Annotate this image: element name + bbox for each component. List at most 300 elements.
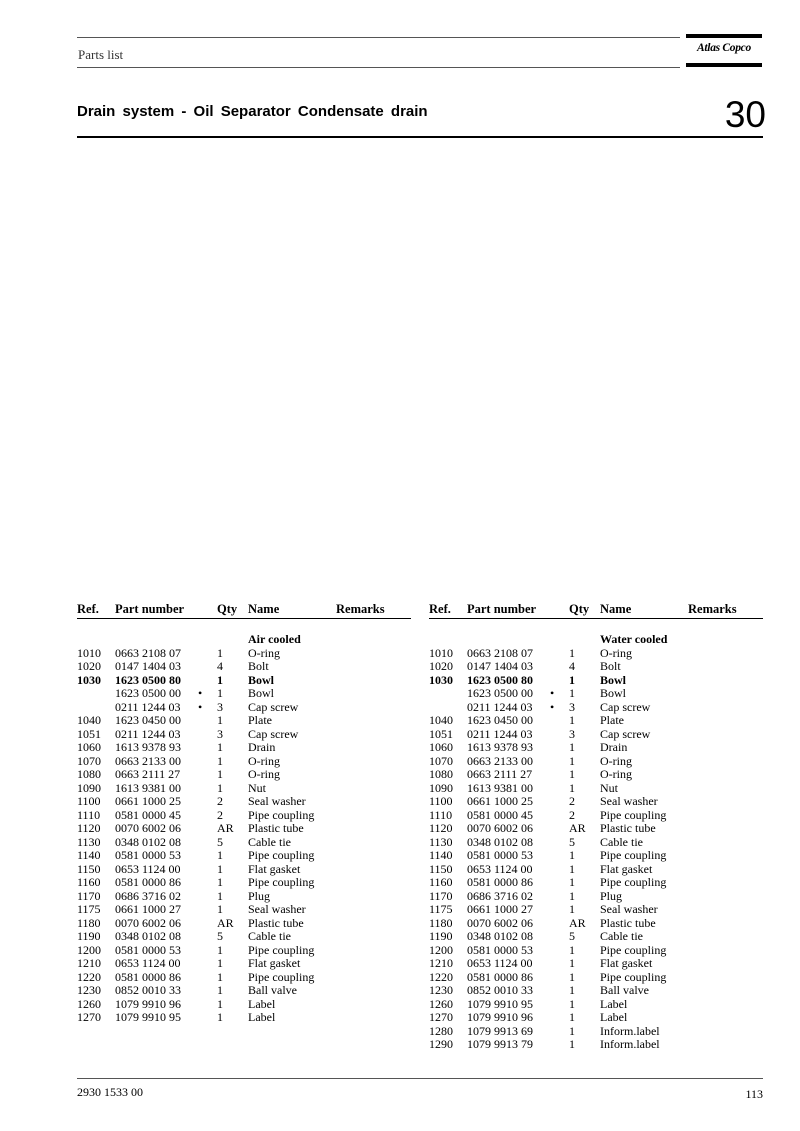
row-part-number: 0581 0000 45 <box>115 807 181 822</box>
row-ref: 1290 <box>429 1037 453 1051</box>
row-part-number: 0581 0000 45 <box>467 807 533 822</box>
row-ref: 1190 <box>77 929 101 943</box>
row-part-number: 0070 6002 06 <box>467 915 533 930</box>
row-qty: 1 <box>217 645 223 660</box>
row-qty: 1 <box>569 1010 575 1024</box>
table-header <box>77 602 411 618</box>
row-ref: 1170 <box>429 888 453 903</box>
row-qty: 4 <box>217 659 223 673</box>
row-part-number: 1079 9913 79 <box>467 1037 533 1051</box>
row-qty: 1 <box>217 1010 223 1024</box>
row-qty: 1 <box>569 983 575 997</box>
row-name: Plastic tube <box>248 821 304 835</box>
row-ref: 1175 <box>77 902 101 916</box>
row-ref: 1090 <box>429 780 453 795</box>
table-row <box>77 686 411 700</box>
row-name: Label <box>600 996 628 1011</box>
row-part-number: 0686 3716 02 <box>115 888 181 903</box>
table-row <box>77 875 411 889</box>
row-part-number: 1623 0450 00 <box>467 713 533 727</box>
row-qty: 1 <box>217 983 223 997</box>
row-ref: 1080 <box>77 767 101 781</box>
row-qty: 3 <box>217 699 223 714</box>
page-number: 113 <box>745 1087 763 1101</box>
row-ref: 1080 <box>429 767 453 781</box>
row-ref: 1210 <box>77 956 101 970</box>
row-qty: 1 <box>569 1023 575 1038</box>
row-part-number: 1613 9381 00 <box>467 780 533 795</box>
row-part-number: 1079 9910 96 <box>467 1010 533 1024</box>
table-row <box>77 997 411 1011</box>
row-ref: 1220 <box>77 969 101 984</box>
table-row <box>429 673 763 687</box>
table-row <box>429 1010 763 1024</box>
section-heading <box>429 632 763 646</box>
row-part-number: 0663 2111 27 <box>467 767 533 781</box>
row-qty: 1 <box>217 902 223 916</box>
row-name: Plate <box>248 713 272 727</box>
row-name: O-ring <box>248 767 280 781</box>
row-name: Nut <box>248 780 266 795</box>
row-part-number: 1623 0500 80 <box>467 672 533 687</box>
row-qty: 1 <box>569 996 575 1011</box>
section-heading <box>77 632 411 646</box>
table-row <box>77 929 411 943</box>
table-row <box>429 916 763 930</box>
row-part-number: 0852 0010 33 <box>115 983 181 997</box>
row-name: Inform.label <box>600 1037 660 1051</box>
row-part-number: 0852 0010 33 <box>467 983 533 997</box>
row-name: Label <box>248 1010 276 1024</box>
row-qty: 1 <box>217 753 223 768</box>
row-qty: 1 <box>569 713 575 727</box>
row-part-number: 0070 6002 06 <box>115 915 181 930</box>
row-name: Nut <box>600 780 618 795</box>
row-ref: 1090 <box>77 780 101 795</box>
row-name: Cable tie <box>600 929 643 943</box>
row-name: O-ring <box>600 753 632 768</box>
table-row <box>429 754 763 768</box>
table-row <box>429 862 763 876</box>
row-name: Bowl <box>600 686 627 700</box>
row-name: Cap screw <box>248 726 299 741</box>
row-ref: 1200 <box>429 942 453 957</box>
row-name: Seal washer <box>248 902 306 916</box>
row-name: Ball valve <box>600 983 649 997</box>
row-ref: 1130 <box>77 834 101 849</box>
row-name: Drain <box>600 740 628 754</box>
row-part-number: 0211 1244 03 <box>115 726 181 741</box>
row-ref: 1175 <box>429 902 453 916</box>
row-qty: 3 <box>217 726 223 741</box>
row-part-number: 1079 9910 96 <box>115 996 181 1011</box>
header-part-number: Part number <box>467 602 537 616</box>
row-ref: 1051 <box>77 726 101 741</box>
row-ref: 1230 <box>77 983 101 997</box>
row-name: Flat gasket <box>600 861 653 876</box>
row-name: O-ring <box>600 645 632 660</box>
row-qty: 1 <box>569 875 575 889</box>
row-ref: 1020 <box>77 659 101 673</box>
row-ref: 1260 <box>429 996 453 1011</box>
row-marker: • <box>198 699 203 714</box>
row-ref: 1040 <box>429 713 453 727</box>
row-part-number: 0581 0000 86 <box>115 875 181 889</box>
row-name: Plug <box>248 888 271 903</box>
row-qty: 1 <box>217 861 223 876</box>
table-row <box>429 929 763 943</box>
row-part-number: 0348 0102 08 <box>467 929 533 943</box>
table-row <box>77 848 411 862</box>
row-part-number: 0348 0102 08 <box>115 929 181 943</box>
row-qty: 1 <box>569 753 575 768</box>
row-ref: 1260 <box>77 996 101 1011</box>
row-qty: 1 <box>217 942 223 957</box>
row-qty: 2 <box>217 794 223 808</box>
row-qty: 3 <box>569 726 575 741</box>
document-number: 2930 1533 00 <box>77 1085 143 1099</box>
table-row <box>77 970 411 984</box>
row-part-number: 0663 2108 07 <box>115 645 181 660</box>
table-header-rule <box>429 618 763 619</box>
table-row <box>77 943 411 957</box>
table-row <box>429 794 763 808</box>
row-qty: 1 <box>217 672 223 687</box>
row-name: Plastic tube <box>600 915 656 930</box>
table-rows <box>77 646 411 1024</box>
table-header-rule <box>77 618 411 619</box>
row-name: Bolt <box>248 659 269 673</box>
row-ref: 1270 <box>77 1010 101 1024</box>
row-qty: AR <box>569 915 586 930</box>
row-ref: 1210 <box>429 956 453 970</box>
row-qty: 1 <box>569 740 575 754</box>
row-part-number: 1079 9910 95 <box>467 996 533 1011</box>
table-row <box>429 727 763 741</box>
table-row <box>429 700 763 714</box>
table-row <box>77 821 411 835</box>
row-qty: 1 <box>569 888 575 903</box>
row-name: Pipe coupling <box>600 875 667 889</box>
row-qty: 1 <box>569 1037 575 1051</box>
row-ref: 1230 <box>429 983 453 997</box>
title-rule <box>77 136 763 138</box>
header-qty: Qty <box>217 602 238 616</box>
row-qty: 1 <box>217 969 223 984</box>
row-part-number: 0581 0000 53 <box>115 942 181 957</box>
header-remarks: Remarks <box>688 602 737 616</box>
row-name: O-ring <box>248 753 280 768</box>
row-ref: 1051 <box>429 726 453 741</box>
table-row <box>77 1010 411 1024</box>
row-qty: 1 <box>217 875 223 889</box>
row-part-number: 0661 1000 25 <box>467 794 533 808</box>
row-ref: 1170 <box>77 888 101 903</box>
row-ref: 1040 <box>77 713 101 727</box>
row-ref: 1110 <box>429 807 453 822</box>
row-ref: 1100 <box>429 794 453 808</box>
table-row <box>429 835 763 849</box>
row-part-number: 0348 0102 08 <box>115 834 181 849</box>
row-part-number: 0581 0000 86 <box>115 969 181 984</box>
section-title: Air cooled <box>248 632 301 646</box>
table-row <box>429 659 763 673</box>
row-part-number: 0663 2133 00 <box>115 753 181 768</box>
row-name: Plug <box>600 888 623 903</box>
row-ref: 1070 <box>77 753 101 768</box>
row-qty: 1 <box>217 686 223 700</box>
row-part-number: 0663 2111 27 <box>115 767 181 781</box>
table-row <box>77 713 411 727</box>
table-row <box>77 916 411 930</box>
logo-bottom-bar <box>686 63 762 67</box>
row-ref: 1060 <box>77 740 101 754</box>
row-ref: 1030 <box>429 672 453 687</box>
table-row <box>429 997 763 1011</box>
row-part-number: 1613 9378 93 <box>467 740 533 754</box>
row-ref: 1140 <box>77 848 101 862</box>
footer-rule <box>77 1078 763 1079</box>
table-row <box>429 646 763 660</box>
row-part-number: 1079 9913 69 <box>467 1023 533 1038</box>
row-part-number: 1623 0450 00 <box>115 713 181 727</box>
row-ref: 1060 <box>429 740 453 754</box>
row-part-number: 0211 1244 03 <box>467 699 533 714</box>
table-row <box>429 848 763 862</box>
row-name: Inform.label <box>600 1023 660 1038</box>
row-name: Pipe coupling <box>248 942 315 957</box>
row-name: Pipe coupling <box>248 969 315 984</box>
row-qty: 1 <box>569 767 575 781</box>
row-qty: AR <box>569 821 586 835</box>
row-ref: 1220 <box>429 969 453 984</box>
row-part-number: 0653 1124 00 <box>115 861 181 876</box>
row-qty: 2 <box>569 794 575 808</box>
row-qty: 5 <box>217 929 223 943</box>
row-qty: 1 <box>217 780 223 795</box>
row-part-number: 0147 1404 03 <box>467 659 533 673</box>
row-ref: 1150 <box>77 861 101 876</box>
row-part-number: 0211 1244 03 <box>467 726 533 741</box>
table-row <box>429 781 763 795</box>
table-row <box>77 767 411 781</box>
row-ref: 1010 <box>77 645 101 660</box>
row-part-number: 0661 1000 27 <box>467 902 533 916</box>
header-remarks: Remarks <box>336 602 385 616</box>
row-qty: 5 <box>569 834 575 849</box>
table-row <box>429 943 763 957</box>
row-part-number: 0581 0000 86 <box>467 969 533 984</box>
table-row <box>77 700 411 714</box>
row-name: Cap screw <box>600 699 651 714</box>
row-ref: 1200 <box>77 942 101 957</box>
header-name: Name <box>600 602 632 616</box>
row-qty: 1 <box>217 767 223 781</box>
row-qty: 4 <box>569 659 575 673</box>
row-part-number: 1613 9381 00 <box>115 780 181 795</box>
header-ref: Ref. <box>77 602 99 616</box>
table-row <box>77 956 411 970</box>
row-name: Plastic tube <box>248 915 304 930</box>
row-marker: • <box>550 686 555 700</box>
row-name: Pipe coupling <box>600 942 667 957</box>
row-part-number: 0653 1124 00 <box>467 956 533 970</box>
row-part-number: 1613 9378 93 <box>115 740 181 754</box>
row-name: O-ring <box>600 767 632 781</box>
table-row <box>429 686 763 700</box>
table-row <box>429 740 763 754</box>
table-row <box>429 956 763 970</box>
table-row <box>429 889 763 903</box>
table-row <box>77 659 411 673</box>
table-row <box>77 835 411 849</box>
row-ref: 1100 <box>77 794 101 808</box>
brand-logo <box>686 34 762 68</box>
table-row <box>429 808 763 822</box>
row-part-number: 0348 0102 08 <box>467 834 533 849</box>
row-name: Seal washer <box>600 902 658 916</box>
row-name: Bowl <box>248 672 275 687</box>
row-ref: 1130 <box>429 834 453 849</box>
table-row <box>429 713 763 727</box>
row-name: Bowl <box>600 672 627 687</box>
row-qty: 2 <box>217 807 223 822</box>
table-row <box>429 983 763 997</box>
row-ref: 1270 <box>429 1010 453 1024</box>
header-name: Name <box>248 602 280 616</box>
row-part-number: 0663 2108 07 <box>467 645 533 660</box>
row-ref: 1140 <box>429 848 453 862</box>
table-row <box>429 1024 763 1038</box>
row-name: Flat gasket <box>248 861 301 876</box>
row-qty: 3 <box>569 699 575 714</box>
row-qty: 1 <box>217 956 223 970</box>
table-row <box>77 727 411 741</box>
row-name: Drain <box>248 740 276 754</box>
row-part-number: 0147 1404 03 <box>115 659 181 673</box>
table-row <box>77 673 411 687</box>
header-qty: Qty <box>569 602 590 616</box>
row-part-number: 0686 3716 02 <box>467 888 533 903</box>
row-qty: 1 <box>217 848 223 862</box>
row-name: Cable tie <box>248 929 291 943</box>
row-name: Plastic tube <box>600 821 656 835</box>
row-qty: AR <box>217 821 234 835</box>
row-qty: 1 <box>217 996 223 1011</box>
row-ref: 1120 <box>429 821 453 835</box>
table-row <box>429 1037 763 1051</box>
row-qty: 1 <box>569 942 575 957</box>
row-part-number: 1623 0500 00 <box>115 686 181 700</box>
row-qty: 1 <box>569 780 575 795</box>
row-part-number: 1623 0500 00 <box>467 686 533 700</box>
row-qty: 1 <box>569 956 575 970</box>
row-qty: 5 <box>569 929 575 943</box>
table-row <box>429 767 763 781</box>
row-part-number: 0653 1124 00 <box>467 861 533 876</box>
row-qty: 1 <box>569 861 575 876</box>
row-ref: 1280 <box>429 1023 453 1038</box>
row-qty: 1 <box>217 888 223 903</box>
row-part-number: 0581 0000 86 <box>467 875 533 889</box>
row-name: Seal washer <box>248 794 306 808</box>
table-row <box>77 862 411 876</box>
row-part-number: 0581 0000 53 <box>467 848 533 862</box>
row-name: Ball valve <box>248 983 297 997</box>
row-part-number: 0661 1000 27 <box>115 902 181 916</box>
header-section-label: Parts list <box>78 47 124 62</box>
row-part-number: 0070 6002 06 <box>467 821 533 835</box>
section-title: Water cooled <box>600 632 668 646</box>
table-row <box>429 875 763 889</box>
table-row <box>429 902 763 916</box>
row-name: Cap screw <box>600 726 651 741</box>
row-ref: 1190 <box>429 929 453 943</box>
row-qty: 1 <box>569 902 575 916</box>
row-ref: 1110 <box>77 807 101 822</box>
row-marker: • <box>198 686 203 700</box>
row-part-number: 0211 1244 03 <box>115 699 181 714</box>
row-qty: 1 <box>569 672 575 687</box>
table-row <box>77 794 411 808</box>
row-ref: 1010 <box>429 645 453 660</box>
row-name: Plate <box>600 713 624 727</box>
row-ref: 1030 <box>77 672 101 687</box>
row-name: Cable tie <box>248 834 291 849</box>
row-name: Pipe coupling <box>248 807 315 822</box>
row-part-number: 0663 2133 00 <box>467 753 533 768</box>
row-ref: 1150 <box>429 861 453 876</box>
row-name: Cap screw <box>248 699 299 714</box>
row-qty: 1 <box>217 740 223 754</box>
header-ref: Ref. <box>429 602 451 616</box>
row-name: Pipe coupling <box>600 969 667 984</box>
row-ref: 1180 <box>77 915 101 930</box>
row-name: Bolt <box>600 659 621 673</box>
row-ref: 1020 <box>429 659 453 673</box>
row-part-number: 1623 0500 80 <box>115 672 181 687</box>
table-row <box>77 740 411 754</box>
row-name: Pipe coupling <box>600 807 667 822</box>
table-row <box>77 808 411 822</box>
row-ref: 1120 <box>77 821 101 835</box>
row-name: Pipe coupling <box>248 875 315 889</box>
table-row <box>77 902 411 916</box>
row-name: Seal washer <box>600 794 658 808</box>
table-row <box>77 889 411 903</box>
header-part-number: Part number <box>115 602 185 616</box>
row-qty: 1 <box>569 645 575 660</box>
row-qty: 1 <box>217 713 223 727</box>
logo-top-bar <box>686 34 762 38</box>
parts-table-air-cooled <box>77 602 411 1024</box>
row-ref: 1160 <box>77 875 101 889</box>
row-name: Pipe coupling <box>248 848 315 862</box>
row-name: Pipe coupling <box>600 848 667 862</box>
table-row <box>429 821 763 835</box>
row-name: Flat gasket <box>248 956 301 970</box>
table-row <box>77 781 411 795</box>
row-name: Bowl <box>248 686 275 700</box>
row-ref: 1160 <box>429 875 453 889</box>
row-ref: 1070 <box>429 753 453 768</box>
row-part-number: 1079 9910 95 <box>115 1010 181 1024</box>
row-name: Label <box>248 996 276 1011</box>
row-name: O-ring <box>248 645 280 660</box>
row-name: Flat gasket <box>600 956 653 970</box>
logo-text: Atlas Copco <box>697 42 751 54</box>
row-part-number: 0581 0000 53 <box>115 848 181 862</box>
